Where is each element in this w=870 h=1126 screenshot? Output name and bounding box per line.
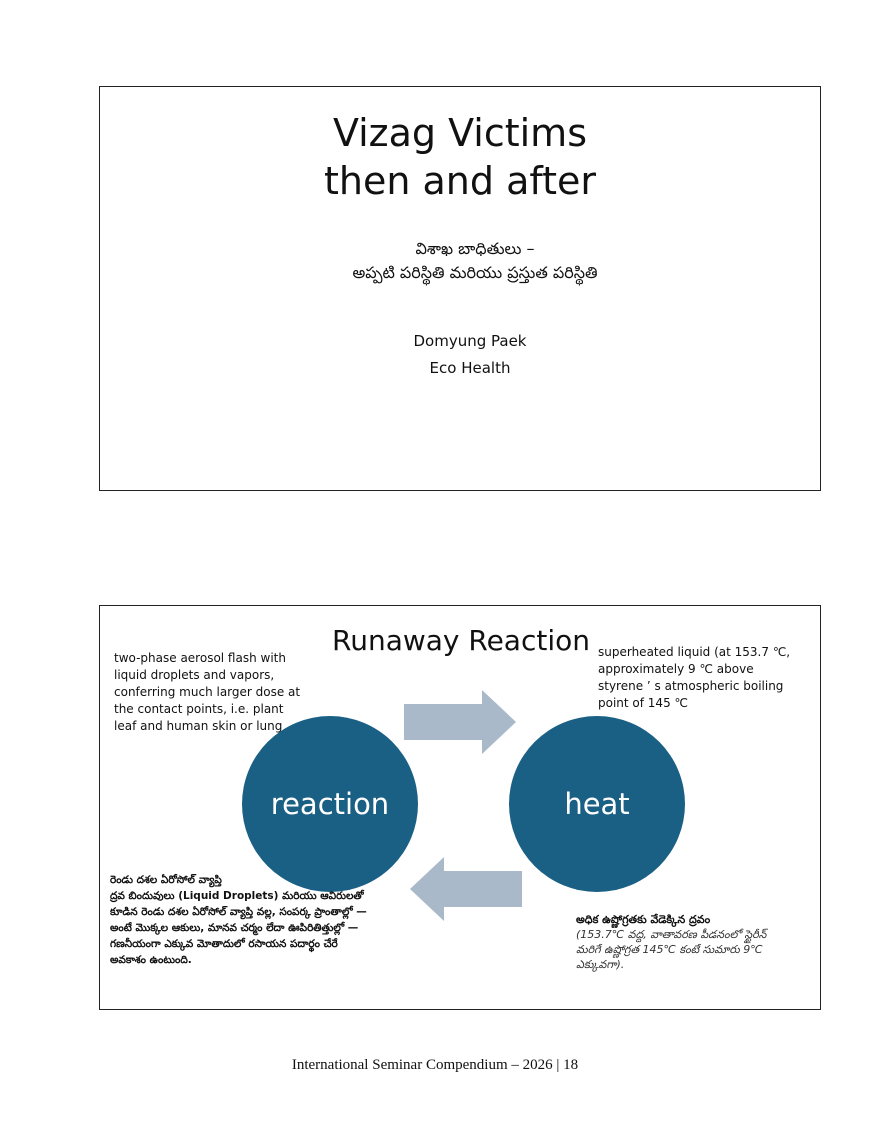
telugu-superheated-body: (153.7℃ వద్ద, వాతావరణ పీడనంలో స్టైరీన్ మరిగే ఉష్ణోగ్రత 145℃ కంటే సుమారు 9℃ ఎక్కువగా). bbox=[576, 928, 767, 971]
reaction-circle bbox=[242, 716, 418, 892]
author-affiliation: Eco Health bbox=[429, 359, 511, 377]
superheated-description: superheated liquid (at 153.7 ℃, approximately 9 ℃ above styrene ’ s atmospheric boiling point of 145 ℃ bbox=[598, 645, 791, 710]
arrow-right-icon bbox=[404, 690, 516, 754]
telugu-superheated-heading: అధిక ఉష్ణోగ్రతకు వేడెక్కిన ద్రవం bbox=[576, 913, 711, 926]
slide-title: Runaway Reaction bbox=[332, 624, 590, 657]
telugu-subtitle bbox=[100, 237, 820, 285]
heat-label: heat bbox=[564, 787, 630, 821]
runaway-reaction-slide bbox=[99, 605, 821, 1010]
slide-title bbox=[100, 109, 820, 205]
telugu-line-1: విశాఖ బాధితులు – bbox=[415, 239, 535, 258]
telugu-aerosol-description bbox=[110, 872, 375, 968]
title-line-1: Vizag Victims bbox=[332, 111, 588, 155]
telugu-superheated-description bbox=[576, 912, 776, 972]
title-slide bbox=[99, 86, 821, 491]
telugu-aerosol-heading: రెండు దశల ఏరోసోల్ వ్యాప్తి bbox=[110, 874, 222, 886]
reaction-label: reaction bbox=[270, 787, 390, 821]
author-block bbox=[120, 328, 820, 382]
arrow-left-icon bbox=[410, 857, 522, 921]
heat-circle bbox=[509, 716, 685, 892]
title-line-2: then and after bbox=[324, 159, 596, 203]
telugu-line-2: అప్పటి పరిస్థితి మరియు ప్రస్తుత పరిస్థితి bbox=[352, 263, 598, 282]
author-name: Domyung Paek bbox=[413, 332, 527, 350]
page-footer: International Seminar Compendium – 2026 | 18 bbox=[291, 1057, 579, 1073]
telugu-aerosol-body: ద్రవ బిందువులు (Liquid Droplets) మరియు ఆవిరులతో కూడిన రెండు దశల ఏరోసోల్ వ్యాప్తి వల్ల, సంపర్క ప్రాంతాల్లో — అంటే మొక్కల ఆకులు, మానవ చర్మం లేదా ఊపిరితిత్తుల్లో — గణనీయంగా ఎక్కువ మోతాదులో రసాయన పదార్థం చేరే అవకాశం ఉంటుంది. bbox=[110, 890, 367, 966]
aerosol-description: two-phase aerosol flash with liquid droplets and vapors, conferring much larger dose at the contact points, i.e. plant leaf and human skin or lung bbox=[114, 651, 301, 733]
